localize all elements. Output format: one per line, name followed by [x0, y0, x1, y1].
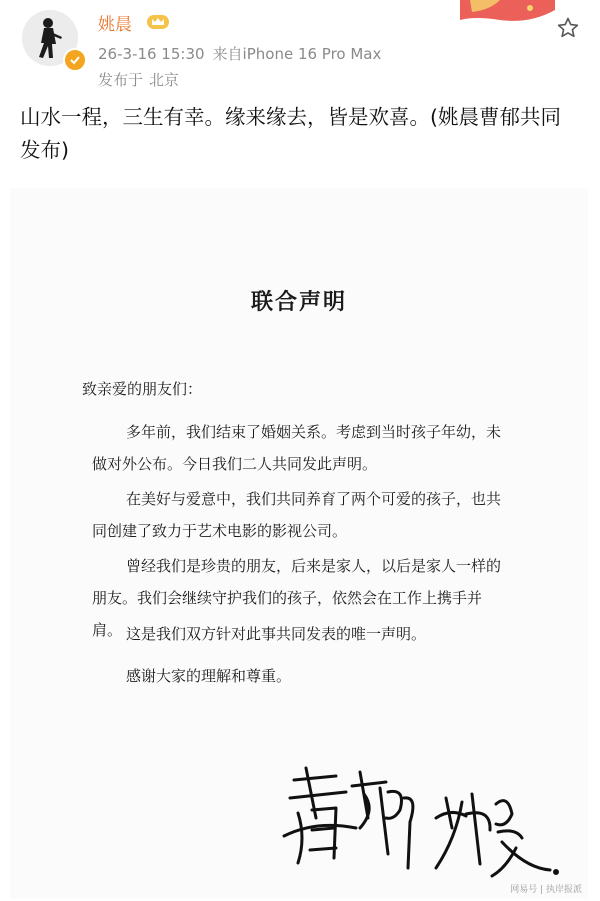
post-source: 来自iPhone 16 Pro Max: [212, 45, 382, 63]
paragraph-line: 在美好与爱意中，我们共同养育了两个可爱的孩子，也共: [126, 490, 502, 508]
post-datetime: 26-3-16 15:30: [98, 45, 205, 63]
statement-paragraph: [92, 660, 502, 692]
paragraph-line: 做对外公布。今日我们二人共同发此声明。: [92, 455, 378, 473]
username[interactable]: 姚晨: [98, 15, 132, 35]
star-icon[interactable]: [556, 16, 580, 40]
paragraph-line: 这是我们双方针对此事共同发表的唯一声明。: [126, 625, 427, 643]
crown-vip-icon: [145, 13, 171, 31]
statement-paragraph: [92, 483, 502, 547]
watermark: 网易号 | 执岸报派: [510, 885, 582, 895]
published-prefix: 发布于: [98, 71, 144, 89]
post-meta: [98, 43, 381, 64]
post-text: 山水一程，三生有幸。缘来缘去，皆是欢喜。(姚晨曹郁共同发布): [20, 105, 561, 162]
post-location: [98, 69, 179, 90]
location-text: 北京: [149, 71, 180, 89]
statement-salutation: 致亲爱的朋友们：: [82, 380, 203, 398]
paragraph-line: 同创建了致力于艺术电影的影视公司。: [92, 522, 348, 540]
flag-decoration-icon: [460, 0, 555, 24]
verified-badge-icon: [63, 48, 87, 72]
paragraph-line: 感谢大家的理解和尊重。: [126, 667, 292, 685]
statement-paragraph: [92, 618, 502, 650]
statement-image[interactable]: [10, 188, 588, 899]
statement-paragraph: [92, 416, 502, 480]
statement-title: 联合声明: [250, 289, 347, 315]
paragraph-line: 曾经我们是珍贵的朋友，后来是家人，以后是家人一样的: [126, 557, 502, 575]
paragraph-line: 朋友。我们会继续守护我们的孩子，依然会在工作上携手并肩。: [92, 589, 483, 639]
avatar[interactable]: [22, 10, 78, 66]
paragraph-line: 多年前，我们结束了婚姻关系。考虑到当时孩子年幼，未: [126, 423, 502, 441]
handwritten-signature: [276, 758, 568, 883]
